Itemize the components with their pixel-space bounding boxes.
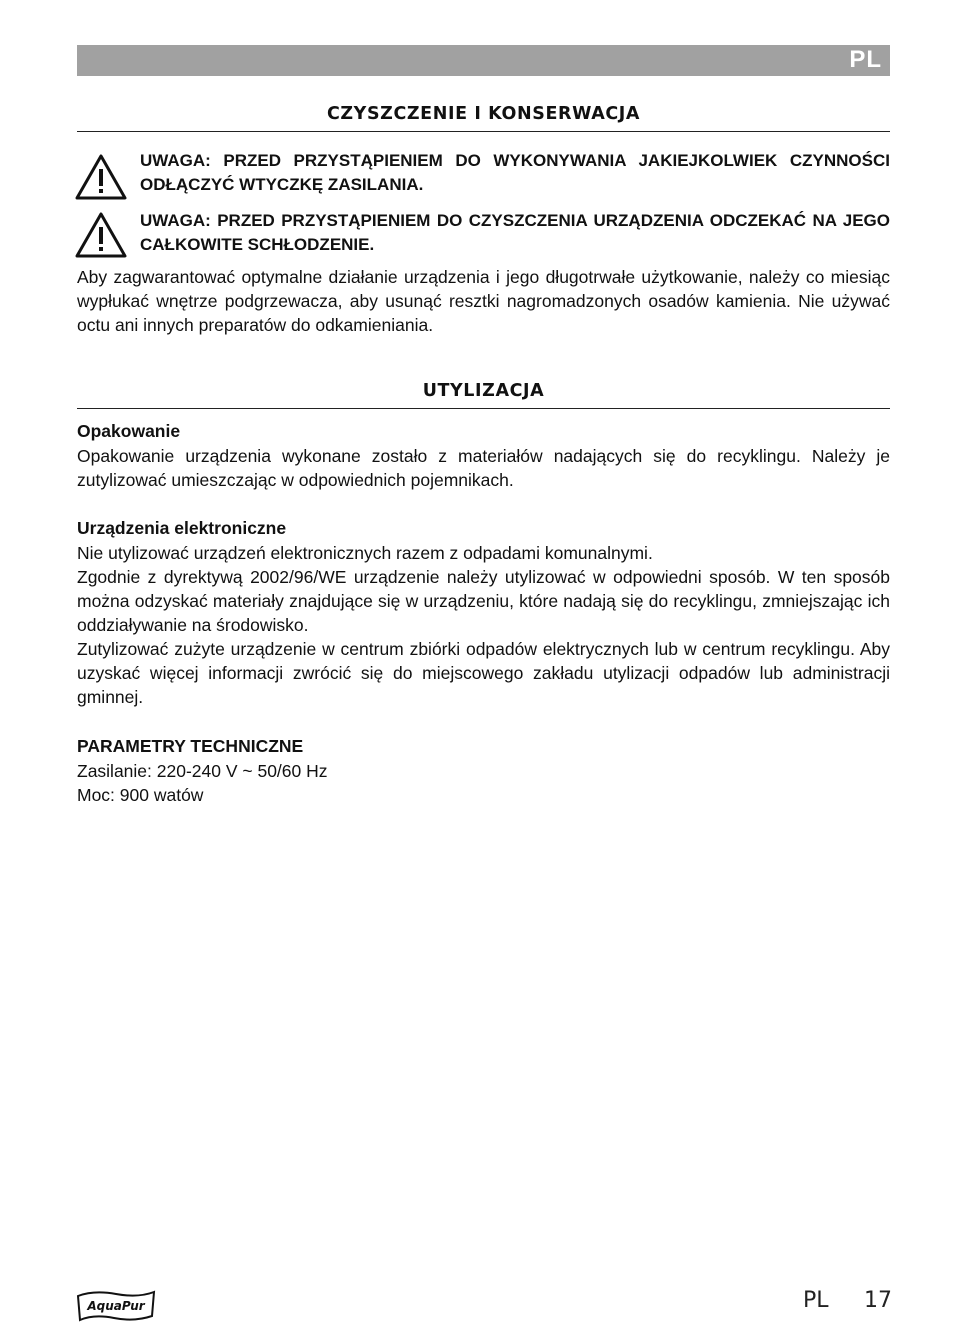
divider (77, 131, 890, 132)
section-title-disposal: UTYLIZACJA (422, 381, 545, 401)
section-title-cleaning: CZYSZCZENIE I KONSERWACJA (326, 104, 641, 124)
packaging-text: Opakowanie urządzenia wykonane zostało z materiałów nadających się do recyklingu. Należy je zutylizować umieszczając w odpowiednich pojemnikach. (77, 446, 890, 490)
language-header-bar (77, 45, 890, 76)
electronics-paragraph-1: Nie utylizować urządzeń elektronicznych razem z odpadami komunalnymi. (77, 543, 653, 563)
warning-triangle-icon (75, 212, 127, 258)
packaging-heading: Opakowanie (77, 421, 181, 441)
page-number: 17 (864, 1288, 892, 1313)
specs-heading: PARAMETRY TECHNICZNE (77, 736, 304, 756)
spec-power: Moc: 900 watów (77, 785, 204, 805)
divider (77, 408, 890, 409)
language-code: PL (849, 46, 882, 73)
electronics-paragraph-3: Zutylizować zużyte urządzenie w centrum zbiórki odpadów elektrycznych lub w centrum recyklingu. Aby uzyskać więcej informacji zwrócić się do miejscowego zakładu utylizacji odpadów lub administracji gminnej. (77, 639, 890, 707)
aquapur-logo (74, 1288, 158, 1324)
warning-cool-down: UWAGA: PRZED PRZYSTĄPIENIEM DO CZYSZCZENIA URZĄDZENIA ODCZEKAĆ NA JEGO CAŁKOWITE SCHŁODZENIE. (140, 211, 890, 254)
spec-power-supply: Zasilanie: 220-240 V ~ 50/60 Hz (77, 761, 328, 781)
warning-triangle-icon (75, 154, 127, 200)
cleaning-instructions: Aby zagwarantować optymalne działanie urządzenia i jego długotrwałe użytkowanie, należy co miesiąc wypłukać wnętrze podgrzewacza, aby usunąć resztki nagromadzonych osadów kamienia. Nie używać octu ani innych preparatów do odkamieniania. (77, 267, 890, 335)
footer-language: PL (803, 1288, 829, 1313)
electronics-heading: Urządzenia elektroniczne (77, 518, 287, 538)
svg-text:AquaPur: AquaPur (87, 1299, 145, 1313)
electronics-paragraph-2: Zgodnie z dyrektywą 2002/96/WE urządzenie należy utylizować w odpowiedni sposób. W ten sposób można odzyskać materiały znajdujące się w urządzeniu, które nadają się do recyklingu, zmniejszając ich oddziaływanie na środowisko. (77, 567, 890, 635)
warning-unplug: UWAGA: PRZED PRZYSTĄPIENIEM DO WYKONYWANIA JAKIEJKOLWIEK CZYNNOŚCI ODŁĄCZYĆ WTYCZKĘ ZASILANIA. (140, 151, 890, 194)
